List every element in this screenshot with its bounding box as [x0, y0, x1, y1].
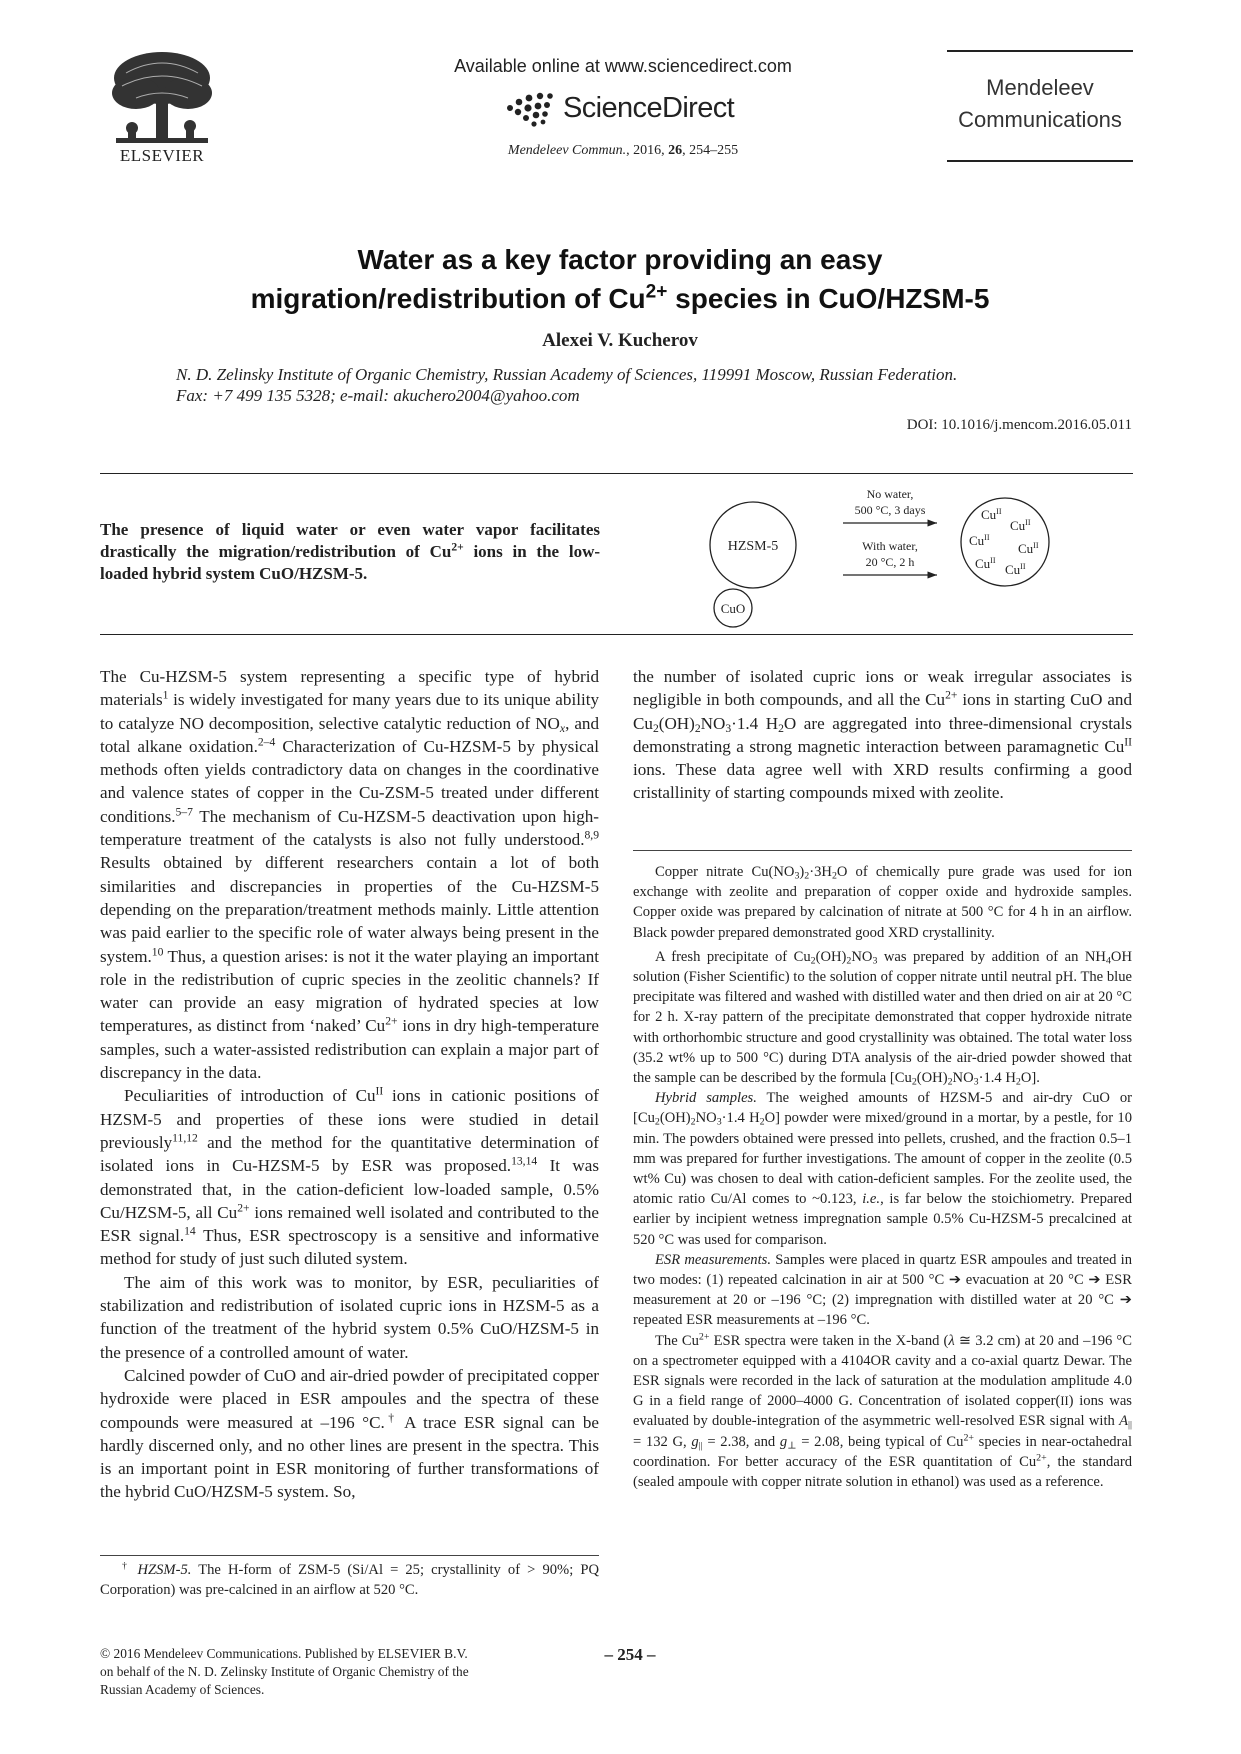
sub: 4 — [1105, 955, 1111, 967]
t: It was demonstrated that, in the cation-deficient low-loaded sample, 0.5% Cu/HZSM-5, all Cu — [100, 1156, 599, 1222]
cu-ion-4: Cu — [1018, 541, 1034, 556]
t: Thus, ESR spectroscopy is a sensitive and informative method for study of just such diluted system. — [100, 1226, 599, 1269]
svg-text:CuII — [1018, 541, 1039, 556]
sub: 2 — [652, 721, 659, 735]
svg-text:CuII — [975, 556, 996, 571]
sciencedirect-brand: ScienceDirect — [563, 92, 735, 124]
sup: II — [375, 1084, 384, 1098]
t: ) ions was evaluated by double-integration of the asymmetric well-resolved ESR signal with — [633, 1393, 1132, 1430]
t: ions in starting CuO and Cu — [633, 690, 1133, 733]
t: ions. These data agree well with XRD results confirming a good cristallinity of starting compounds mixed with zeolite. — [633, 760, 1132, 803]
arrow2-line1: With water, — [862, 539, 918, 553]
footnote-text — [100, 1560, 599, 1600]
t: i.e. — [862, 1191, 881, 1208]
sub: 2 — [778, 721, 784, 735]
cuo-label: CuO — [720, 601, 746, 616]
t: NO — [700, 713, 726, 733]
graphical-abstract-text — [100, 519, 600, 585]
sub: 3 — [872, 955, 878, 967]
t: (OH) — [815, 948, 847, 965]
sub: x — [559, 721, 566, 735]
t: ions in dry high-temperature samples, such a water-assisted redistribution can explain a major part of discrepancy in the data. — [100, 1016, 599, 1083]
t: The Cu-HZSM-5 system representing a specific type of hybrid materials — [100, 667, 599, 710]
sup: 2+ — [385, 1015, 398, 1029]
ref: 1 — [162, 688, 169, 702]
ga-text-post: ions in the low-loaded hybrid system CuO/HZSM-5. — [100, 542, 601, 583]
t: λ — [948, 1332, 955, 1349]
cu-ions — [969, 507, 1039, 577]
sub: 3 — [973, 1076, 979, 1088]
t: is widely investigated for many years due to its unique ability to catalyze NO decomposition, selective catalytic reduction of NO — [100, 690, 599, 733]
t: O]. — [1020, 1070, 1040, 1087]
t: = 2.38, and — [702, 1433, 780, 1450]
copyright-line1: © 2016 Mendeleev Communications. Published by ELSEVIER B.V. — [100, 1646, 468, 1661]
arrow1-line2: 500 °C, 3 days — [854, 503, 926, 517]
sub: 3 — [716, 1116, 722, 1128]
t: ESR spectra were taken in the X-band ( — [709, 1332, 949, 1349]
title-line2 — [120, 279, 1120, 318]
peculiarities-paragraph — [100, 1084, 599, 1270]
cu-ion-2: Cu — [1010, 518, 1026, 533]
publisher-logo-text: ELSEVIER — [119, 146, 205, 165]
footnote-head: HZSM-5. — [137, 1562, 192, 1578]
t: (OH) — [659, 1110, 691, 1127]
title-line2-pre: migration/redistribution of Cu — [250, 283, 646, 314]
sub: || — [1128, 1419, 1132, 1431]
sup: 2+ — [963, 1432, 974, 1444]
t: , and total alkane oxidation. — [100, 713, 599, 756]
t: O are aggregated into three-dimensional crystals demonstrating a strong magnetic interaction between paramagnetic Cu — [633, 713, 1132, 756]
copyright-line2: on behalf of the N. D. Zelinsky Institute of Organic Chemistry of the — [100, 1664, 469, 1679]
cu-ion-2-ox: II — [1025, 518, 1031, 527]
svg-text:CuII — [1010, 518, 1031, 533]
experimental-rule — [633, 850, 1132, 851]
citation-pages: , 254–255 — [682, 143, 739, 158]
svg-text:CuII — [1005, 562, 1026, 577]
sub: 2 — [759, 1116, 765, 1128]
hzsm5-label: HZSM-5 — [727, 539, 779, 554]
citation-volume: 26 — [668, 143, 683, 158]
exp-hybrid-samples — [633, 1088, 1132, 1250]
t: g — [691, 1433, 699, 1450]
ga-text-pre: The presence of liquid water or even water vapor facilitates drastically the migration/redistribution of Cu — [100, 520, 600, 561]
subheading: Hybrid samples. — [655, 1090, 757, 1107]
ref: 11,12 — [172, 1131, 198, 1145]
reaction-scheme — [705, 478, 1125, 634]
t: (OH) — [658, 713, 695, 733]
footnote-mark: † — [122, 1560, 131, 1572]
title-line1: Water as a key factor providing an easy — [357, 244, 883, 275]
cu-ion-3: Cu — [969, 533, 985, 548]
cu-ion-3-ox: II — [984, 533, 990, 542]
ref: 2–4 — [257, 735, 276, 749]
cu-ion-1-ox: II — [996, 507, 1002, 516]
sub: 2 — [1015, 1076, 1021, 1088]
sub: || — [698, 1440, 703, 1452]
t: Peculiarities of introduction of Cu — [124, 1086, 376, 1106]
t: ·1.4 H — [721, 1110, 760, 1127]
cu-ion-5: Cu — [975, 556, 991, 571]
journal-name — [947, 72, 1133, 136]
sub: 2 — [831, 870, 837, 882]
t: The H-form of ZSM-5 (Si/Al = 25; crystallinity of > 90%; PQ Corporation) was pre-calcined in an airflow at 520 °C. — [100, 1562, 600, 1599]
svg-text:CuII — [969, 533, 990, 548]
sub: 2 — [947, 1076, 953, 1088]
page-number: – 254 – — [604, 1645, 656, 1664]
footnote-ref[interactable]: † — [384, 1411, 398, 1425]
t: NO — [952, 1070, 974, 1087]
t: g — [779, 1433, 788, 1450]
t: ·1.4 H — [731, 713, 779, 733]
t: The mechanism of Cu-HZSM-5 deactivation upon high-temperature treatment of the catalysts is also not fully understood. — [100, 806, 599, 850]
cu-ion-4-ox: II — [1033, 541, 1039, 550]
ref: 5–7 — [175, 805, 193, 819]
t: ≅ 3.2 cm) at 20 and –196 °C on a spectrometer equipped with a 4104OR cavity and a co-axial quartz Dewar. The ESR signals were recorded in the lack of saturation at the modulation amplitude 4.0 G in a field range of 2000–4000 G. Concentration of isolated copper( — [633, 1332, 1132, 1410]
exp-precipitate — [633, 947, 1132, 1088]
ga-sup: 2+ — [451, 540, 464, 554]
t: Samples were placed in quartz ESR ampoules and treated in two modes: (1) repeated calcination in air at 500 °C ➔ evacuation at 20 °C ➔ ESR measurement at 20 or –196 °C; (2) impregnation with distilled water at 20 °C ➔ repeated ESR measurements at –196 °C. — [633, 1251, 1132, 1329]
t: the number of isolated cupric ions or weak irregular associates is negligible in both compounds, and all the Cu — [633, 667, 1132, 710]
t: ·1.4 H — [978, 1070, 1016, 1087]
journal-citation — [433, 143, 813, 159]
t: Results obtained by different researchers contain a lot of both similarities and discrepancies in properties of the Cu-HZSM-5 depending on the preparation/treatment methods mainly. Little attention was paid earlier to the specific role of water always being present in the system. — [100, 853, 599, 966]
subheading: ESR measurements. — [655, 1251, 771, 1268]
sub: ⊥ — [787, 1440, 797, 1452]
sub: 2 — [654, 1116, 660, 1128]
t: Calcined powder of CuO and air-dried powder of precipitated copper hydroxide were placed in ESR ampoules and the spectra of these compounds were measured at –196 °C. — [100, 1365, 599, 1432]
continuation-paragraph — [633, 665, 1132, 805]
t: Thus, a question arises: is not it the water playing an important role in the redistribution of cupric species in the zeolitic channels? If water can provide an easy migration of hydrated species at low temperatures, as distinct from ‘naked’ Cu — [100, 946, 599, 1036]
exp-copper-nitrate — [633, 862, 1132, 943]
t: Copper nitrate Cu(NO — [655, 864, 795, 880]
available-online-line: Available online at www.sciencedirect.com — [454, 56, 792, 76]
t: ions in cationic positions of HZSM-5 and properties of these ions were studied in detail previously — [100, 1086, 599, 1152]
abstract-top-rule — [100, 473, 1133, 474]
journal-name-line1: Mendeleev — [986, 75, 1094, 100]
sub: 2 — [804, 870, 810, 882]
t: , the standard (sealed ampoule with copper nitrate solution in ethanol) was used as a reference. — [633, 1453, 1132, 1491]
citation-year: , 2016, — [626, 143, 669, 158]
cu-ion-5-ox: II — [990, 556, 996, 565]
t: OH solution (Fisher Scientific) to the solution of copper nitrate until neutral pH. The blue precipitate was filtered and washed with distilled water and then dried on air at 20 °C for 2 h. X-ray pattern of the precipitate demonstrated that copper hydroxide nitrate with orthorhombic structure and good crystallinity was obtained. The total water loss (35.2 wt% up to 500 °C) during DTA analysis of the air-dried powder showed that the sample can be described by the formula [Cu — [633, 948, 1132, 1087]
footnote — [100, 1560, 599, 1600]
intro-paragraph — [100, 665, 599, 1084]
sub: 2 — [690, 1116, 696, 1128]
cu-ion-6: Cu — [1005, 562, 1021, 577]
svg-text:CuII — [981, 507, 1002, 522]
arrow2-line2: 20 °C, 2 h — [865, 555, 915, 569]
arrow1-line1: No water, — [866, 487, 914, 501]
t: O of chemically pure grade was used for ion exchange with zeolite and preparation of copper oxide and hydroxide samples. Copper oxide was prepared by calcination of nitrate at 500 °C for 4 h in an airflow. Black powder prepared demonstrated good XRD crystallinity. — [633, 864, 1132, 941]
ref: 13,14 — [511, 1154, 538, 1168]
copyright-line3: Russian Academy of Sciences. — [100, 1682, 265, 1697]
affiliation-line1: N. D. Zelinsky Institute of Organic Chemistry, Russian Academy of Sciences, 119991 Moscow, Russian Federation. — [176, 365, 958, 384]
t: species in near-octahedral coordination. For better accuracy of the ESR quantitation of Cu — [633, 1433, 1132, 1470]
citation-journal: Mendeleev Commun. — [507, 143, 627, 158]
title-line2-post: species in CuO/HZSM-5 — [667, 283, 990, 314]
abstract-bottom-rule — [100, 634, 1133, 635]
t: A — [1119, 1413, 1129, 1430]
t: = 132 G, — [633, 1433, 692, 1450]
t: (OH) — [916, 1070, 948, 1087]
article-title — [120, 240, 1120, 318]
cu-ion-6-ox: II — [1020, 562, 1026, 571]
title-sup: 2+ — [645, 281, 668, 303]
exp-esr-measurements — [633, 1250, 1132, 1331]
t: ) — [799, 864, 805, 880]
t: ions remained well isolated and contributed to the ESR signal. — [100, 1202, 599, 1246]
author-name: Alexei V. Kucherov — [542, 330, 698, 351]
t: and the method for the quantitative determination of isolated ions in Cu-HZSM-5 by ESR was proposed. — [100, 1132, 599, 1176]
experimental-section — [633, 862, 1132, 1492]
sup: 2+ — [237, 1201, 250, 1215]
t: was prepared by addition of an NH — [877, 948, 1106, 965]
t: O] powder were mixed/ground in a mortar, by a pestle, for 10 min. The powders obtained were pressed into pellets, crushed, and the fraction 0.5–1 mm was prepared for further investigations. The amount of copper in the zeolite (0.5 wt% Cu) was chosen to deal with cation-deficient samples. For the zeolite used, the atomic ratio Cu/Al comes to ~0.123, — [633, 1110, 1132, 1208]
t: ·3H — [809, 864, 832, 880]
sup: 2+ — [698, 1331, 710, 1343]
ref: 10 — [151, 945, 164, 959]
t: = 2.08, being typical of Cu — [796, 1433, 964, 1450]
t: A trace ESR signal can be hardly discerned only, and no other lines are present in the spectra. This is an important point in ESR monitoring of further transformations of the hybrid CuO/HZSM-5 system. So, — [100, 1412, 599, 1502]
t: , is far below the stoichiometry. Prepared earlier by incipient wetness impregnation sample 0.5% Cu-HZSM-5 precalcined at 520 °C was used for comparison. — [633, 1191, 1133, 1248]
ref: 14 — [184, 1224, 196, 1238]
cu-ion-1: Cu — [981, 507, 997, 522]
t: NO — [695, 1110, 717, 1127]
sub: 2 — [911, 1076, 917, 1088]
sub: 3 — [725, 721, 732, 735]
footnote-rule — [100, 1555, 599, 1556]
t: Characterization of Cu-HZSM-5 by physical methods often yields contradictory data on changes in the coordinative and valence states of copper in the Cu-ZSM-5 treated under different conditions. — [100, 736, 600, 826]
t: The weighed amounts of HZSM-5 and air-dry CuO or [Cu — [633, 1090, 1132, 1127]
aim-paragraph: The aim of this work was to monitor, by ESR, peculiarities of stabilization and redistribution of isolated cupric ions in HZSM-5 as a function of the treatment of the hybrid system 0.5% CuO/HZSM-5 in the presence of a controlled amount of water. — [100, 1272, 599, 1362]
calcined-paragraph — [100, 1364, 599, 1504]
sub: 2 — [846, 955, 852, 967]
body-column-left — [100, 665, 599, 1504]
sup: 2+ — [1036, 1452, 1047, 1464]
t: NO — [851, 948, 873, 965]
body-column-right — [633, 665, 1132, 805]
ref: 8,9 — [584, 828, 599, 842]
doi: DOI: 10.1016/j.mencom.2016.05.011 — [906, 417, 1132, 433]
sub: 2 — [810, 955, 816, 967]
affiliation — [176, 364, 1076, 406]
t: The Cu — [655, 1332, 699, 1349]
sup: II — [1124, 735, 1132, 749]
journal-name-line2: Communications — [958, 107, 1122, 132]
copyright-notice — [100, 1645, 540, 1699]
sub: 2 — [694, 721, 701, 735]
sub: 3 — [794, 870, 800, 882]
t: A fresh precipitate of Cu — [655, 948, 811, 965]
exp-esr-spectra — [633, 1331, 1132, 1493]
sup: 2+ — [945, 688, 958, 702]
affiliation-line2: Fax: +7 499 135 5328; e-mail: akuchero2004@yahoo.com — [176, 386, 580, 405]
t: II — [1060, 1394, 1069, 1409]
